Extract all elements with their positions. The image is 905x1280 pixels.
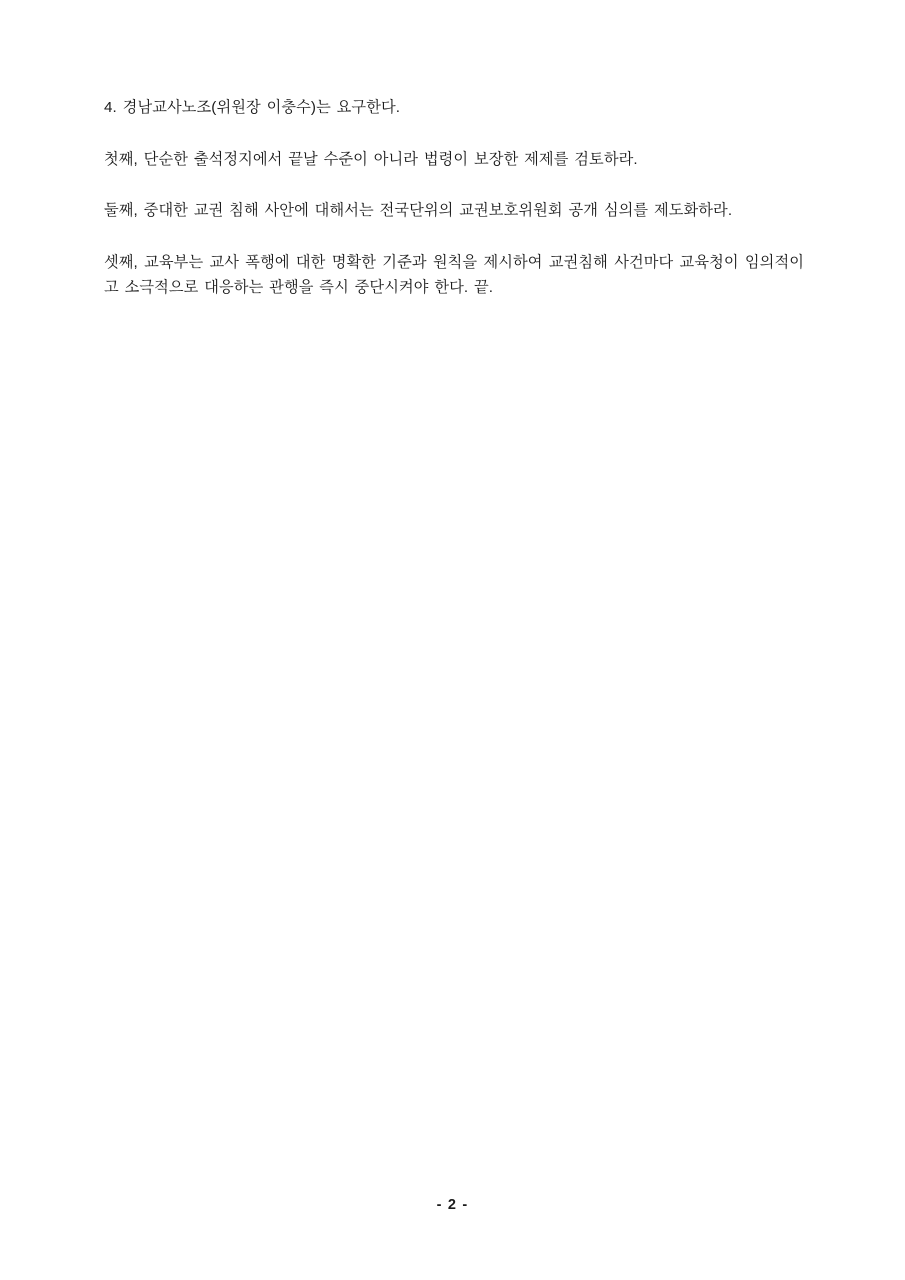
paragraph-demand-third: 셋째, 교육부는 교사 폭행에 대한 명확한 기준과 원칙을 제시하여 교권침해 사건마다 교육청이 임의적이고 소극적으로 대응하는 관행을 즉시 중단시켜야 한다. 끝.	[104, 253, 804, 296]
page-number: - 2 -	[436, 1197, 469, 1213]
paragraph-demand-first: 첫째, 단순한 출석정지에서 끝날 수준이 아니라 법령이 보장한 제제를 검토하라.	[104, 150, 638, 168]
document-body	[104, 96, 804, 300]
page-footer	[0, 1196, 905, 1214]
paragraph-demand-second: 둘째, 중대한 교권 침해 사안에 대해서는 전국단위의 교권보호위원회 공개 심의를 제도화하라.	[104, 202, 733, 220]
paragraph-item-4: 4. 경남교사노조(위원장 이충수)는 요구한다.	[104, 99, 401, 116]
